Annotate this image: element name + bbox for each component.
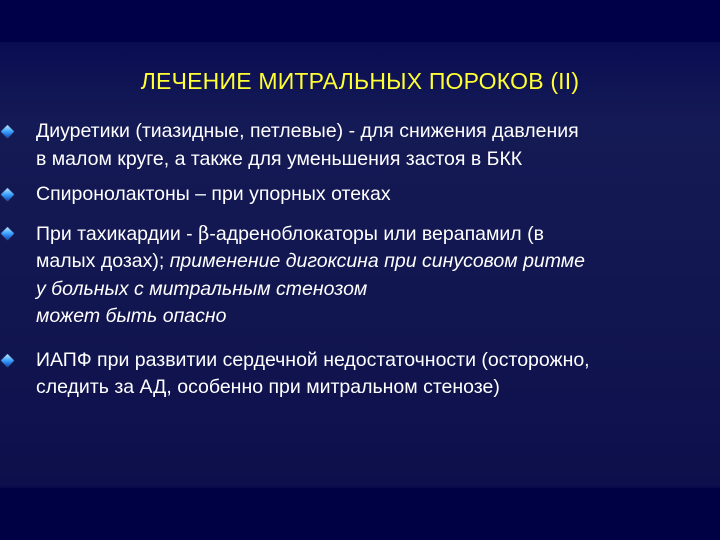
- diamond-bullet-icon: [1, 125, 14, 138]
- bullet-text-line: Спиронолактоны – при упорных отеках: [36, 183, 391, 205]
- bullet-text-italic-line: у больных с митральным стенозом: [36, 277, 368, 300]
- bullet-item-ace-inhibitors: [0, 347, 720, 402]
- bullet-text-line: [36, 248, 720, 276]
- bottom-band: [0, 488, 720, 540]
- bullet-text-line: [36, 220, 720, 249]
- bullet-text-line: Диуретики (тиазидные, петлевые) - для снижения давления: [36, 120, 579, 142]
- slide-title: ЛЕЧЕНИЕ МИТРАЛЬНЫХ ПОРОКОВ (II): [140, 68, 580, 94]
- bullet-text-line: в малом круге, а также для уменьшения застоя в БКК: [36, 147, 523, 170]
- bullet-text-line: следить за АД, особенно при митральном стенозе): [36, 376, 500, 398]
- bullet-text-segment: -адреноблокаторы или верапамил (в: [209, 222, 544, 245]
- bullet-item-spironolactone: [0, 181, 720, 209]
- bullet-item-tachycardia: [0, 220, 720, 331]
- bullet-list: [0, 118, 720, 402]
- diamond-bullet-icon: [1, 188, 14, 201]
- bullet-text-segment: При тахикардии -: [36, 222, 199, 245]
- diamond-bullet-icon: [1, 227, 14, 240]
- bullet-text-italic: применение дигоксина при синусовом ритме: [169, 250, 585, 272]
- diamond-bullet-icon: [1, 354, 14, 367]
- bullet-text-line: ИАПФ при развитии сердечной недостаточности (осторожно,: [36, 348, 590, 371]
- top-band: [0, 0, 720, 42]
- bullet-item-diuretics: [0, 118, 720, 173]
- beta-symbol: β: [198, 221, 210, 245]
- bullet-text-segment: малых дозах);: [36, 250, 170, 272]
- bullet-text-italic-line: может быть опасно: [36, 305, 227, 327]
